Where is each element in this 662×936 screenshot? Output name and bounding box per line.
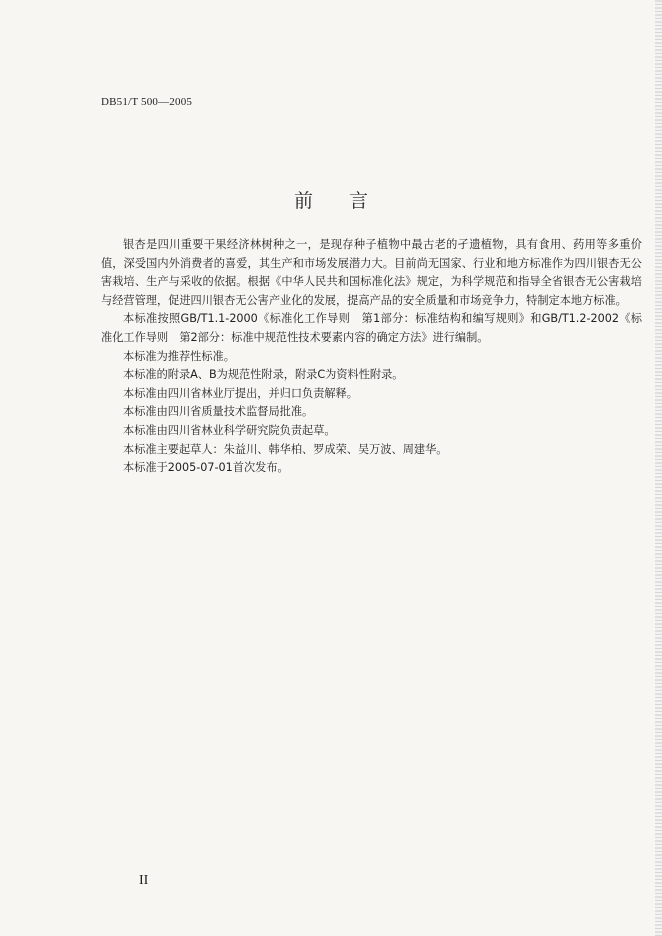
- scan-edge-decoration: [655, 0, 662, 936]
- paragraph-background: 银杏是四川重要干果经济林树种之一，是现存种子植物中最古老的孑遗植物，具有食用、药用等多重价值，深受国内外消费者的喜爱，其生产和市场发展潜力大。目前尚无国家、行业和地方标准作为四川银杏无公害栽培、生产与采收的依据。根据《中华人民共和国标准化法》规定，为科学规范和指导全省银杏无公害栽培与经营管理，促进四川银杏无公害产业化的发展，提高产品的安全质量和市场竞争力，特制定本地方标准。: [101, 238, 642, 307]
- paragraph-appendices: 本标准的附录A、B为规范性附录，附录C为资料性附录。: [123, 368, 404, 382]
- paragraph-drafting-unit: 本标准由四川省林业科学研究院负责起草。: [123, 423, 336, 437]
- foreword-body: [101, 236, 642, 478]
- paragraph-release-date: 本标准于2005-07-01首次发布。: [123, 461, 289, 475]
- page-title: 前言: [293, 190, 404, 212]
- paragraph-drafting-basis: 本标准按照GB/T1.1-2000《标准化工作导则 第1部分：标准结构和编写规则》和GB/T1.2-2002《标准化工作导则 第2部分：标准中规范性技术要素内容的确定方法》进行编制。: [101, 312, 642, 344]
- paragraph-approver: 本标准由四川省质量技术监督局批准。: [123, 405, 314, 419]
- document-code: DB51/T 500—2005: [101, 96, 193, 108]
- page-number: II: [139, 873, 149, 888]
- paragraph-drafters: 本标准主要起草人：朱益川、韩华柏、罗成荣、吴万波、周建华。: [123, 442, 448, 456]
- paragraph-recommended: 本标准为推荐性标准。: [123, 349, 235, 363]
- paragraph-proposer: 本标准由四川省林业厅提出，并归口负责解释。: [123, 386, 358, 400]
